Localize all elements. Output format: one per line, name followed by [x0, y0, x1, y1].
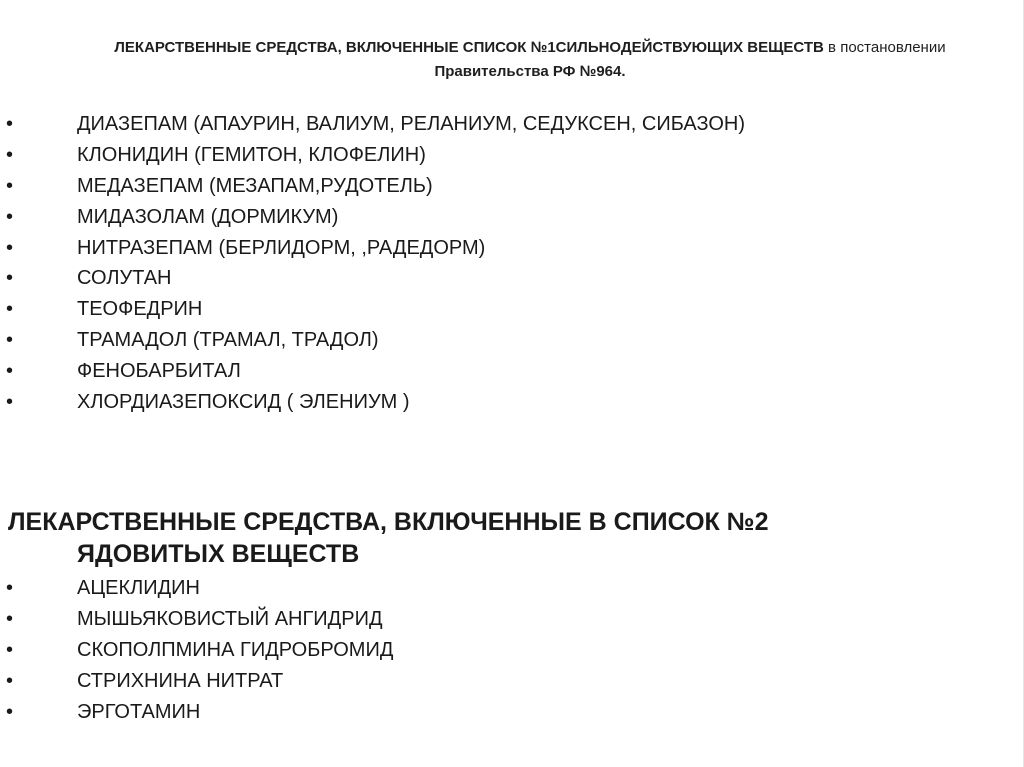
bullet-icon: • [6, 236, 14, 259]
list-item-text: ФЕНОБАРБИТАЛ [77, 360, 241, 383]
list-item-text: ХЛОРДИАЗЕПОКСИД ( ЭЛЕНИУМ ) [77, 391, 410, 414]
list-item-text: МИДАЗОЛАМ (ДОРМИКУМ) [77, 205, 339, 228]
list-item-text: МЫШЬЯКОВИСТЫЙ АНГИДРИД [77, 608, 383, 630]
bullet-icon: • [6, 639, 14, 661]
bullet-icon: • [6, 577, 14, 599]
bullet-icon: • [6, 701, 14, 723]
list-item-text: ЭРГОТАМИН [77, 701, 201, 723]
list-item-text: МЕДАЗЕПАМ (МЕЗАПАМ,РУДОТЕЛЬ) [77, 174, 433, 197]
bullet-icon: • [6, 670, 14, 692]
header-regular-text: в постановлении [823, 39, 946, 56]
bullet-icon: • [6, 267, 14, 290]
list-item-text: ТРАМАДОЛ (ТРАМАЛ, ТРАДОЛ) [77, 329, 379, 352]
list-item-text: АЦЕКЛИДИН [77, 577, 200, 599]
bullet-icon: • [6, 360, 14, 383]
list-item-text: НИТРАЗЕПАМ (БЕРЛИДОРМ, ,РАДЕДОРМ) [77, 236, 486, 259]
slide-header [40, 36, 1020, 84]
section-2-title-line-1: ЛЕКАРСТВЕННЫЕ СРЕДСТВА, ВКЛЮЧЕННЫЕ В СПИСОК №2 [8, 508, 769, 536]
list-item-text: ТЕОФЕДРИН [77, 298, 203, 321]
header-line-2 [40, 60, 1020, 84]
section-2-title-line-2: ЯДОВИТЫХ ВЕЩЕСТВ [77, 540, 360, 568]
list-item-text: СОЛУТАН [77, 267, 172, 290]
list-item-text: СКОПОЛПМИНА ГИДРОБРОМИД [77, 639, 394, 661]
header-bold-text: ЛЕКАРСТВЕННЫЕ СРЕДСТВА, ВКЛЮЧЕННЫЕ СПИСОК №1СИЛЬНОДЕЙСТВУЮЩИХ ВЕЩЕСТВ [114, 39, 824, 56]
list-item-text: ДИАЗЕПАМ (АПАУРИН, ВАЛИУМ, РЕЛАНИУМ, СЕДУКСЕН, СИБАЗОН) [77, 113, 746, 135]
bullet-icon: • [6, 113, 14, 135]
section-2-title [8, 506, 769, 570]
bullet-icon: • [6, 608, 14, 630]
list-item-text: КЛОНИДИН (ГЕМИТОН, КЛОФЕЛИН) [77, 143, 426, 166]
bullet-icon: • [6, 298, 14, 321]
bullet-icon: • [6, 391, 14, 414]
bullet-icon: • [6, 205, 14, 228]
bullet-icon: • [6, 329, 14, 352]
bullet-icon: • [6, 143, 14, 166]
list-item-text: СТРИХНИНА НИТРАТ [77, 670, 284, 692]
bullet-icon: • [6, 174, 14, 197]
header-line-2-text: Правительства РФ №964. [434, 63, 626, 80]
header-line-1 [40, 36, 1020, 60]
